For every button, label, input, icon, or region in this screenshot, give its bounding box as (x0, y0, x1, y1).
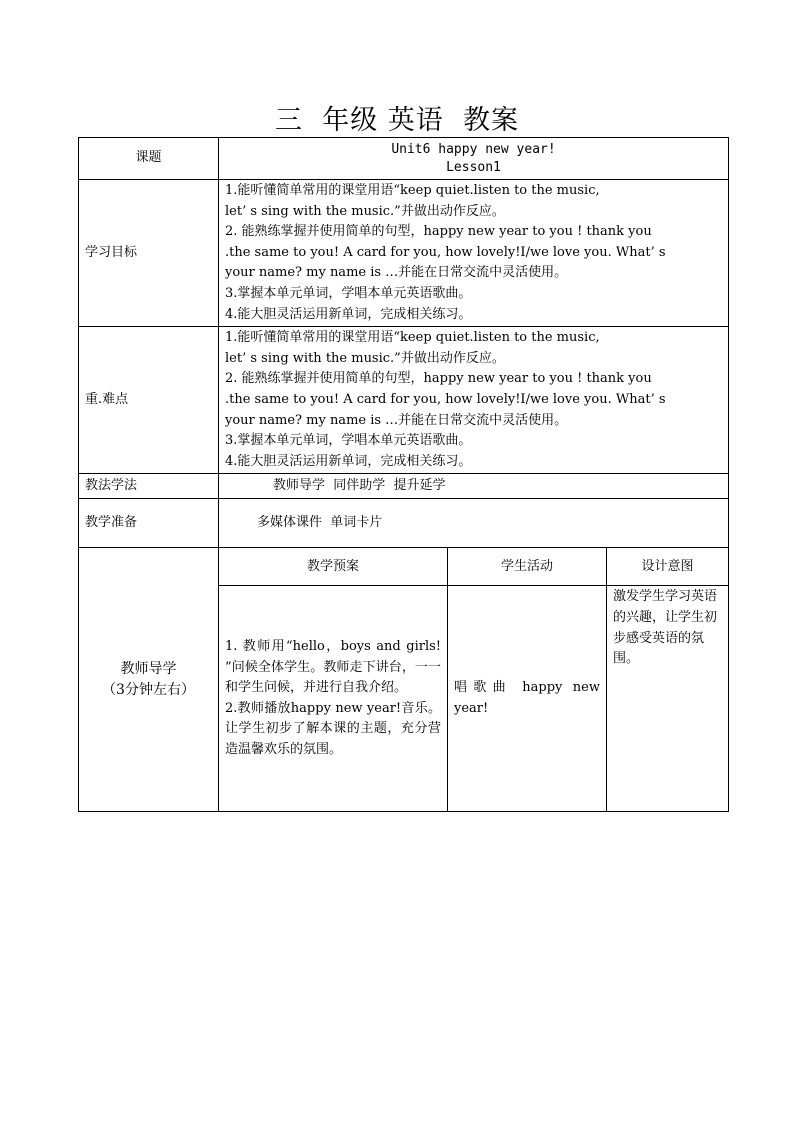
methods-label: 教法学法 (79, 474, 219, 499)
prep-value: 多媒体课件 单词卡片 (219, 499, 729, 548)
methods-value: 教师导学 同伴助学 提升延学 (219, 474, 729, 499)
row-topic (79, 138, 729, 180)
activity-content: 唱歌曲 happy new year! (448, 586, 607, 812)
keypoints-line: 4.能大胆灵活运用新单词，完成相关练习。 (225, 453, 472, 469)
col-intent-header: 设计意图 (607, 548, 729, 586)
keypoints-label: 重.难点 (79, 327, 219, 474)
row-keypoints (79, 327, 729, 474)
plan-content (219, 586, 448, 812)
topic-line-2: Lesson1 (446, 159, 501, 175)
objectives-label: 学习目标 (79, 180, 219, 327)
keypoints-line: 3.掌握本单元单词，学唱本单元英语歌曲。 (225, 433, 472, 449)
objectives-line: 4.能大胆灵活运用新单词，完成相关练习。 (225, 306, 472, 322)
keypoints-line: 2. 能熟练掌握并使用简单的句型，happy new year to you ! thank you (225, 371, 652, 387)
keypoints-line: .the same to you! A card for you, how lovely!I/we love you. What’ s (225, 391, 666, 407)
plan-item-1: 1. 教师用“hello，boys and girls! ”问候全体学生。教师走下讲台，一一和学生问候，并进行自我介绍。 (225, 639, 441, 696)
objectives-line: 2. 能熟练掌握并使用简单的句型，happy new year to you ! thank you (225, 224, 652, 240)
keypoints-line: your name? my name is …并能在日常交流中灵活使用。 (225, 412, 568, 428)
guide-label (79, 548, 219, 812)
objectives-line: your name? my name is …并能在日常交流中灵活使用。 (225, 265, 568, 281)
row-prep (79, 499, 729, 548)
guide-label-line-1: 教师导学 (120, 660, 177, 677)
objectives-content (219, 180, 729, 327)
intent-content: 激发学生学习英语的兴趣，让学生初步感受英语的氛围。 (607, 586, 729, 812)
objectives-line: .the same to you! A card for you, how lovely!I/we love you. What’ s (225, 244, 666, 260)
row-objectives (79, 180, 729, 327)
plan-item-2: 2.教师播放happy new year!音乐。让学生初步了解本课的主题，充分营造温馨欢乐的氛围。 (225, 700, 441, 757)
col-plan-header: 教学预案 (219, 548, 448, 586)
topic-label: 课题 (79, 138, 219, 180)
prep-label: 教学准备 (79, 499, 219, 548)
page-title: 三 年级 英语 教案 (275, 105, 519, 136)
objectives-line: 1.能听懂简单常用的课堂用语“keep quiet.listen to the music, (225, 183, 600, 198)
row-methods (79, 474, 729, 499)
objectives-line: 3.掌握本单元单词，学唱本单元英语歌曲。 (225, 285, 472, 301)
row-guide-header (79, 548, 729, 586)
guide-label-line-2: （3分钟左右） (102, 681, 195, 698)
keypoints-content (219, 327, 729, 474)
objectives-line: let’ s sing with the music.”并做出动作反应。 (225, 203, 505, 219)
keypoints-line: 1.能听懂简单常用的课堂用语“keep quiet.listen to the music, (225, 330, 600, 346)
topic-line-1: Unit6 happy new year! (391, 141, 556, 157)
lesson-plan-table (78, 137, 729, 812)
col-activity-header: 学生活动 (448, 548, 607, 586)
keypoints-line: let’ s sing with the music.”并做出动作反应。 (225, 350, 505, 366)
topic-value (219, 138, 729, 180)
